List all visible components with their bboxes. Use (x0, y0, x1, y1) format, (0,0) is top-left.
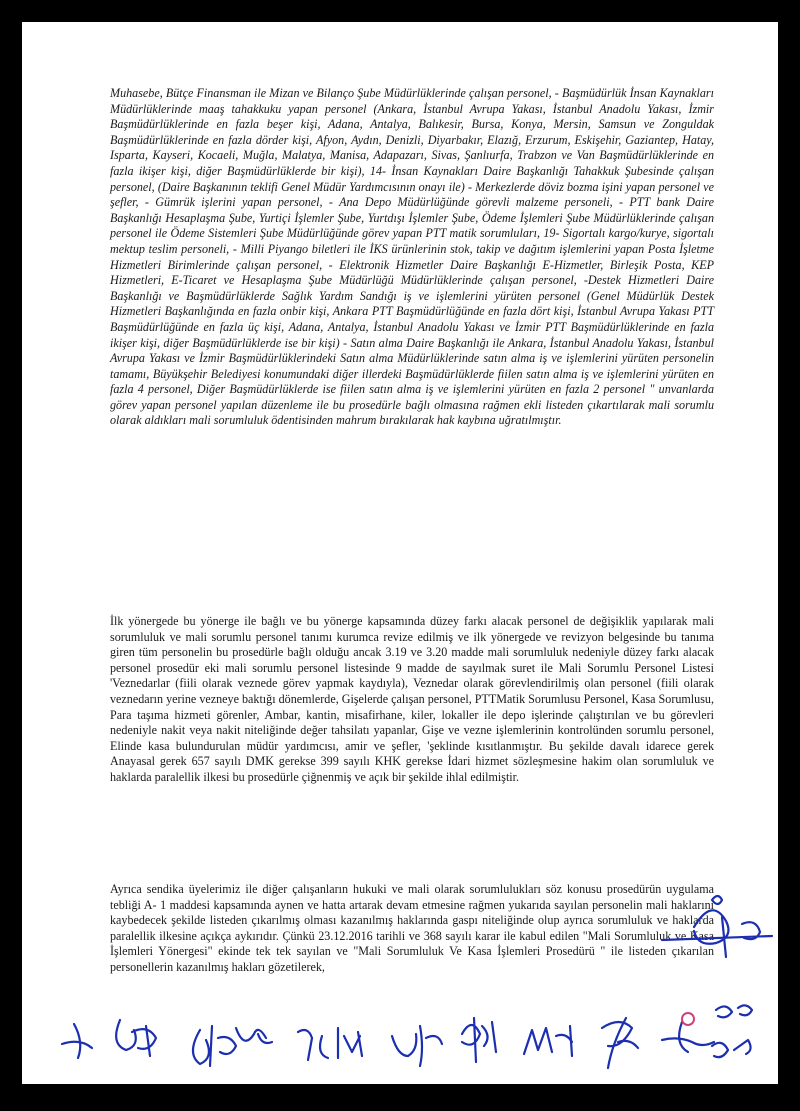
signatures (22, 22, 778, 1084)
signature-5 (392, 1026, 442, 1066)
signature-7 (524, 1026, 572, 1056)
signature-9 (662, 1022, 751, 1057)
stamp-mark (682, 1013, 694, 1025)
paragraph-3: Ayrıca sendika üyelerimiz ile diğer çalışanların hukuki ve mali olarak sorumlulukları söz konusu prosedürün uygulama tebliği A- 1 maddesi kapsamında aynen ve hatta artarak devam etmesine rağmen yukarıda sayılan personelin mali haklarını kaybedecek şekilde listeden çıkarılmış olması kazanılmış haklarında gaspı niteliğinde olup ayrıca sorumluluk ve haklarda paralellik ilkesine açıkça aykırıdır. Çünkü 23.12.2016 tarihli ve 368 sayılı karar ile kabul edilen "Mali Sorumluluk ve Kasa İşlemleri Yönergesi" ekinde tek tek sayılan ve "Mali Sorumluluk Ve Kasa İşlemleri Prosedürü " ile listeden çıkarılan personellerin kazanılmış hakları gözetilerek, (110, 882, 714, 974)
signature-3 (193, 1026, 272, 1066)
document-page (22, 22, 778, 1084)
signature-2 (116, 1020, 156, 1056)
signature-4 (298, 1028, 362, 1060)
paragraph-2: İlk yönergede bu yönerge ile bağlı ve bu yönerge kapsamında düzey farkı alacak personel de değişiklik yapılarak mali sorumluluk ve mali sorumlu personel tanımı kurumca revize edilmiş ve ilk yönergede ve revizyon belgesinde bu tanıma giren tüm personelin bu prosedürle bağlı olduğu ancak 3.19 ve 3.20 madde mali sorumluluk nedeniyle düzey farkı alacak personel prosedür eki mali sorumlu personel listesinde 9 madde de sayılmak suret ile Mali Sorumlu Personel Listesi 'Veznedarlar (fiili olarak veznede görev yapmak kaydıyla), Veznedar olarak görevlendirilmiş olan personel (fiili olarak veznedarın yerine vezneye baktığı dönemlerde, Gişelerde çalışan personel, PTTMatik Sorumlusu Personel, Kasa Sorumlusu, Para taşıma hizmeti görenler, Ambar, kantin, misafirhane, kiler, lokaller ile depo işlerinde çalıştırılan ve bu görevleri nedeniyle nakit veya nakit niteliğinde değer tahsilatı yapanlar, Gişe ve vezne işlemlerinin kontrolünden sorumlu personel, Elinde kasa bulundurulan müdür yardımcısı, amir ve şefler, 'şeklinde kısıtlanmıştır. Bu şekilde davalı idarece gerek Anayasal gerek 657 sayılı DMK gerekse 399 sayılı KHK gerekse İdari hizmet sözleşmesine hakim olan sorumluluk ve haklarda paralellik ilkesi bu prosedürle çiğnenmiş ve açık bir şekilde ihlal edilmiştir. (110, 614, 714, 784)
signature-10 (716, 1005, 752, 1017)
paragraph-1: Muhasebe, Bütçe Finansman ile Mizan ve Bilanço Şube Müdürlüklerinde çalışan personel, - Başmüdürlük İnsan Kaynakları Müdürlüklerinde maaş tahakkuku yapan personel (Ankara, İstanbul Avrupa Yakası, İstanbul Anadolu Yakası, İzmir Başmüdürlüklerinde en fazla beşer kişi, Adana, Antalya, Balıkesir, Bursa, Konya, Mersin, Samsun ve Zonguldak Başmüdürlüklerinde en fazla dörder kişi, Afyon, Aydın, Denizli, Diyarbakır, Elazığ, Erzurum, Eskişehir, Gaziantep, Hatay, Isparta, Kayseri, Kocaeli, Muğla, Malatya, Manisa, Adapazarı, Sivas, Şanlıurfa, Trabzon ve Van Başmüdürlüklerinde en fazla ikişer kişi, diğer Başmüdürlüklerde bir kişi), 14- İnsan Kaynakları Daire Başkanlığı Tahakkuk Şubesinde çalışan personel, (Daire Başkanının teklifi Genel Müdür Yardımcısının onayı ile) - Merkezlerde döviz bozma işini yapan personel ve şefler, - Gümrük işlerini yapan personel, - Ana Depo Müdürlüğünde görevli malzeme personeli, - PTT bank Daire Başkanlığı Hesaplaşma Şube, Yurtiçi İşlemler Şube, Yurtdışı İşlemler Şube, Ödeme İşlemleri Şube Müdürlüklerinde çalışan personel ile Ödeme Sistemleri Şube Müdürlüğünde görev yapan PTT matik sorumluları, 19- Sigortalı kargo/kurye, sigortalı mektup teslim personeli, - Milli Piyango biletleri ile İKS ürünlerinin stok, takip ve dağıtım işlemlerini yapan Posta İşletme Hizmetleri Birimlerinde çalışan personel, - Elektronik Hizmetler Daire Başkanlığı E-Hizmetler, Birleşik Posta, KEP Hizmetleri, E-Ticaret ve Hesaplaşma Şube Müdürlüğü Müdürlüklerinde çalışan personel, -Destek Hizmetleri Daire Başkanlığı ve Başmüdürlüklerde Sağlık Yardım Sandığı iş ve işlemlerini yürüten personel (Genel Müdürlük Destek Hizmetleri Başkanlığında en fazla onbir kişi, Ankara PTT Başmüdürlüğünde en fazla dört kişi, İstanbul Avrupa Yakası PTT Başmüdürlüğünde en fazla üç kişi, Adana, Antalya, İstanbul Anadolu Yakası ve İzmir PTT Başmüdürlüklerinde en fazla ikişer kişi, diğer Başmüdürlüklerde ise bir kişi) - Satın alma Daire Başkanlığı ile Ankara, İstanbul Anadolu Yakası, İstanbul Avrupa Yakası ve İzmir Başmüdürlüklerindeki Satın alma Müdürlüklerinde satın alma iş ve işlemlerini yürüten personelin tamamı, Büyükşehir Belediyesi konumundaki diğer illerdeki Başmüdürlüklerde fiilen satın alma iş ve işlemlerini yürüten en fazla 4 personel, Diğer Başmüdürlüklerde ise fiilen satın alma iş ve işlemlerini yürüten en fazla 2 personel " unvanlarda görev yapan personel yapılan düzenleme ile bu prosedürle bağlı olmasına rağmen ekli listeden çıkartılarak mali sorumlu olarak aldıkları mali sorumluluk ödentisinden mahrum bırakılarak hak kaybına uğratılmıştır. (110, 86, 714, 428)
signature-8 (602, 1018, 638, 1068)
signature-6 (462, 1018, 496, 1062)
signature-right-margin (662, 896, 772, 957)
signature-1 (62, 1024, 92, 1058)
